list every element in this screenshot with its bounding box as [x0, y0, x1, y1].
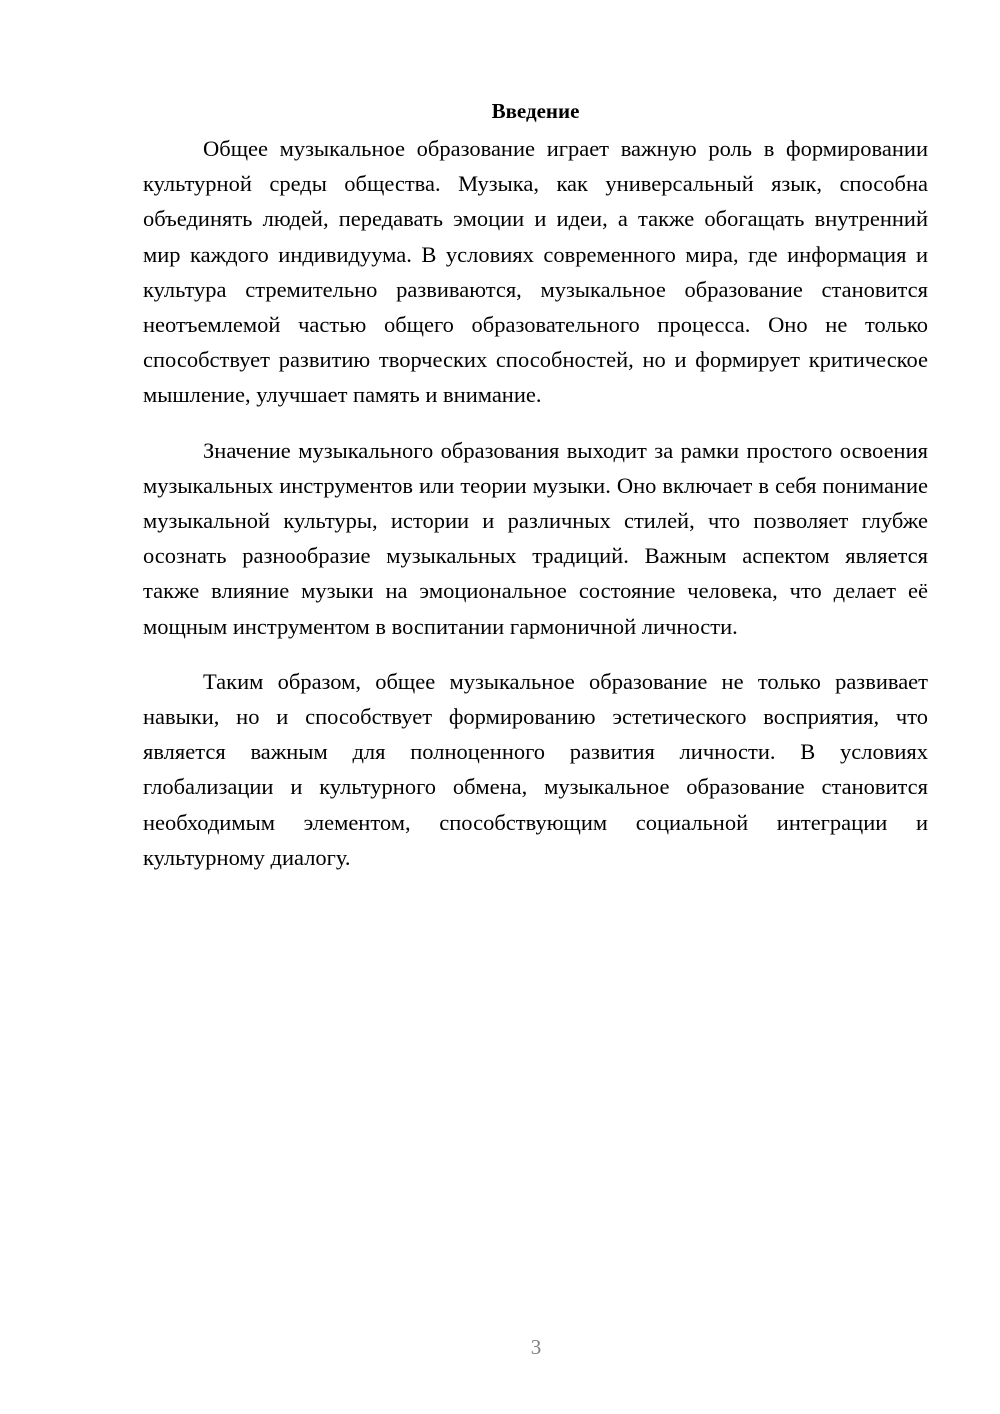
paragraph-2: Значение музыкального образования выходит за рамки простого освоения музыкальных инструментов или теории музыки. Оно включает в себя понимание музыкальной культуры, истории и различных стилей, что позволяет глубже осознать разнообразие музыкальных традиций. Важным аспектом является также влияние музыки на эмоциональное состояние человека, что делает её мощным инструментом в воспитании гармоничной личности. [143, 437, 928, 639]
page-number: 3 [530, 1335, 542, 1359]
section-title: Введение [491, 99, 580, 123]
paragraph-3: Таким образом, общее музыкальное образование не только развивает навыки, но и способствует формированию эстетического восприятия, что является важным для полноценного развития личности. В условиях глобализации и культурного обмена, музыкальное образование становится необходимым элементом, способствующим социальной интеграции и культурному диалогу. [143, 668, 928, 870]
page-content [143, 96, 928, 895]
paragraph-1: Общее музыкальное образование играет важную роль в формировании культурной среды общества. Музыка, как универсальный язык, способна объединять людей, передавать эмоции и идеи, а также обогащать внутренний мир каждого индивидуума. В условиях современного мира, где информация и культура стремительно развиваются, музыкальное образование становится неотъемлемой частью общего образовательного процесса. Оно не только способствует развитию творческих способностей, но и формирует критическое мышление, улучшает память и внимание. [143, 136, 928, 408]
